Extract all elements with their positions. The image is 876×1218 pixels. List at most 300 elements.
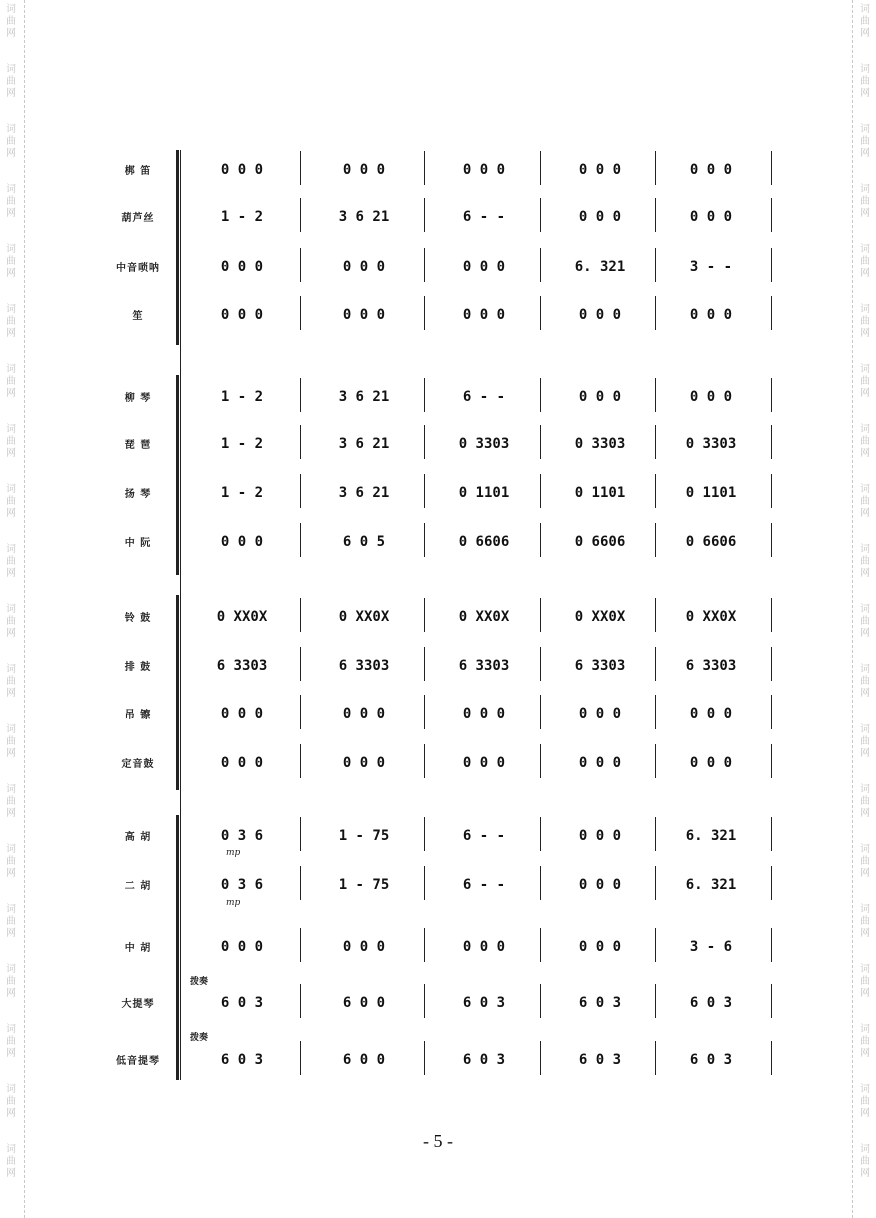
watermark-char: 词 (6, 364, 16, 375)
staff-row (0, 602, 876, 632)
watermark-char: 曲 (6, 1096, 16, 1107)
barline (540, 151, 541, 185)
measure-notes: 0 0 0 (342, 755, 386, 771)
measure (186, 431, 298, 457)
instrument-label: 中音唢呐 (116, 263, 160, 274)
barline (300, 598, 301, 632)
measure (186, 990, 298, 1016)
measure (430, 529, 538, 555)
watermark-char: 曲 (860, 376, 870, 387)
watermark-char: 词 (6, 4, 16, 15)
watermark-char: 网 (860, 1168, 870, 1179)
barline (540, 928, 541, 962)
measure (430, 480, 538, 506)
instrument-label: 定音鼓 (121, 759, 155, 770)
watermark-char: 曲 (860, 916, 870, 927)
watermark-char: 词 (860, 124, 870, 135)
measure-notes: 0 XX0X (338, 609, 390, 625)
watermark-char: 曲 (6, 616, 16, 627)
measure-notes: 0 0 0 (689, 162, 733, 178)
barline (540, 817, 541, 851)
measure-notes: 6 - - (462, 877, 506, 893)
watermark-char: 词 (860, 184, 870, 195)
dynamic-marking: mp (226, 898, 241, 908)
measure (661, 529, 761, 555)
instrument-label: 吊 镲 (124, 710, 152, 721)
watermark-left (4, 784, 18, 820)
measure-notes: 0 0 0 (462, 706, 506, 722)
barline (540, 744, 541, 778)
watermark-char: 网 (860, 988, 870, 999)
watermark-char: 词 (6, 604, 16, 615)
measure (186, 1047, 298, 1073)
watermark-char: 曲 (6, 16, 16, 27)
watermark-char: 网 (6, 28, 16, 39)
measure (661, 1047, 761, 1073)
measure (546, 384, 654, 410)
measure (186, 302, 298, 328)
watermark-char: 网 (860, 88, 870, 99)
measure-notes: 6 - - (462, 828, 506, 844)
watermark-char: 词 (6, 484, 16, 495)
watermark-char: 曲 (6, 316, 16, 327)
measure (661, 302, 761, 328)
measure (661, 872, 761, 898)
barline (424, 523, 425, 557)
watermark-char: 网 (6, 1108, 16, 1119)
measure (186, 701, 298, 727)
watermark-char: 曲 (6, 796, 16, 807)
watermark-char: 网 (6, 88, 16, 99)
watermark-char: 词 (860, 1084, 870, 1095)
measure-notes: 3 6 21 (338, 209, 390, 225)
measure (661, 990, 761, 1016)
watermark-left (4, 1084, 18, 1120)
measure (306, 204, 422, 230)
watermark-char: 曲 (860, 436, 870, 447)
watermark-char: 词 (860, 724, 870, 735)
watermark-char: 词 (6, 244, 16, 255)
barline (540, 695, 541, 729)
measure-notes: 6 0 3 (462, 995, 506, 1011)
measure (546, 480, 654, 506)
measure (430, 431, 538, 457)
watermark-char: 词 (6, 664, 16, 675)
dynamic-marking: mp (226, 848, 241, 858)
barline (655, 425, 656, 459)
barline (300, 928, 301, 962)
measure (430, 384, 538, 410)
watermark-char: 网 (6, 988, 16, 999)
measure-notes: 0 6606 (574, 534, 626, 550)
watermark-char: 词 (860, 964, 870, 975)
measure-notes: 0 0 0 (220, 162, 264, 178)
watermark-char: 网 (860, 388, 870, 399)
barline (300, 1041, 301, 1075)
instrument-label: 扬 琴 (124, 489, 152, 500)
measure (186, 254, 298, 280)
watermark-char: 网 (860, 688, 870, 699)
barline (540, 647, 541, 681)
watermark-char: 网 (6, 208, 16, 219)
watermark-char: 曲 (860, 976, 870, 987)
barline-end (771, 866, 772, 900)
watermark-char: 曲 (6, 496, 16, 507)
measure (430, 254, 538, 280)
measure-notes: 0 XX0X (574, 609, 626, 625)
measure-notes: 0 0 0 (220, 259, 264, 275)
measure-notes: 0 0 0 (220, 755, 264, 771)
staff-row (0, 527, 876, 557)
barline-end (771, 523, 772, 557)
measure (430, 653, 538, 679)
barline (424, 866, 425, 900)
measure-notes: 0 0 0 (689, 389, 733, 405)
watermark-char: 曲 (860, 496, 870, 507)
barline (300, 647, 301, 681)
measure (306, 384, 422, 410)
barline (424, 1041, 425, 1075)
measure-notes: 0 0 0 (342, 706, 386, 722)
measure (430, 823, 538, 849)
measure (430, 604, 538, 630)
measure (546, 1047, 654, 1073)
watermark-char: 网 (6, 328, 16, 339)
instrument-label: 低音提琴 (116, 1056, 160, 1067)
measure (430, 750, 538, 776)
staff-row (0, 1045, 876, 1075)
barline (300, 474, 301, 508)
barline (655, 198, 656, 232)
watermark-char: 词 (860, 604, 870, 615)
watermark-char: 词 (860, 1024, 870, 1035)
measure-notes: 1 - 2 (220, 436, 264, 452)
measure-notes: 0 0 0 (462, 307, 506, 323)
measure-notes: 3 - - (689, 259, 733, 275)
measure-notes: 6 0 0 (342, 995, 386, 1011)
watermark-char: 词 (860, 484, 870, 495)
watermark-char: 曲 (6, 1036, 16, 1047)
measure-notes: 1 - 2 (220, 209, 264, 225)
barline (424, 984, 425, 1018)
measure-notes: 1 - 75 (338, 877, 390, 893)
watermark-char: 曲 (860, 616, 870, 627)
watermark-char: 曲 (860, 556, 870, 567)
measure (430, 204, 538, 230)
barline (424, 598, 425, 632)
watermark-char: 曲 (860, 16, 870, 27)
measure (306, 1047, 422, 1073)
barline (540, 296, 541, 330)
measure (546, 653, 654, 679)
barline-end (771, 695, 772, 729)
watermark-char: 词 (860, 544, 870, 555)
staff-row (0, 155, 876, 185)
barline (540, 248, 541, 282)
measure (186, 384, 298, 410)
watermark-char: 词 (860, 844, 870, 855)
measure-notes: 0 0 0 (342, 307, 386, 323)
barline (424, 425, 425, 459)
watermark-char: 网 (860, 508, 870, 519)
watermark-char: 曲 (860, 796, 870, 807)
measure-notes: 0 1101 (458, 485, 510, 501)
measure-notes: 3 6 21 (338, 485, 390, 501)
watermark-char: 网 (860, 868, 870, 879)
barline (300, 866, 301, 900)
watermark-char: 网 (6, 508, 16, 519)
measure (546, 934, 654, 960)
measure (186, 750, 298, 776)
measure (546, 302, 654, 328)
measure-notes: 0 0 0 (689, 209, 733, 225)
watermark-char: 网 (860, 208, 870, 219)
watermark-char: 曲 (6, 376, 16, 387)
instrument-label: 中 胡 (124, 943, 152, 954)
watermark-char: 网 (6, 1168, 16, 1179)
barline (655, 984, 656, 1018)
measure-notes: 0 0 0 (462, 259, 506, 275)
barline (424, 928, 425, 962)
measure (661, 750, 761, 776)
watermark-char: 曲 (6, 436, 16, 447)
measure-notes: 6 0 3 (220, 1052, 264, 1068)
watermark-char: 词 (6, 784, 16, 795)
watermark-char: 网 (6, 928, 16, 939)
technique-label: 拨奏 (190, 1033, 209, 1043)
watermark-char: 网 (6, 268, 16, 279)
measure-notes: 6 0 3 (689, 1052, 733, 1068)
measure (306, 701, 422, 727)
watermark-char: 词 (860, 784, 870, 795)
barline-end (771, 1041, 772, 1075)
measure-notes: 0 0 0 (220, 307, 264, 323)
measure-notes: 6 3303 (458, 658, 510, 674)
measure (306, 480, 422, 506)
staff-row (0, 252, 876, 282)
barline (655, 151, 656, 185)
watermark-char: 词 (6, 964, 16, 975)
watermark-char: 网 (6, 148, 16, 159)
measure (306, 157, 422, 183)
measure-notes: 0 6606 (458, 534, 510, 550)
barline (300, 744, 301, 778)
measure-notes: 0 3 6 (220, 828, 264, 844)
measure (430, 990, 538, 1016)
measure-notes: 0 0 0 (462, 755, 506, 771)
measure-notes: 6 0 5 (342, 534, 386, 550)
measure-notes: 0 1101 (574, 485, 626, 501)
watermark-right (858, 4, 872, 40)
watermark-char: 网 (6, 628, 16, 639)
measure-notes: 0 1101 (685, 485, 737, 501)
barline (424, 248, 425, 282)
measure (546, 529, 654, 555)
measure (306, 872, 422, 898)
staff-row (0, 382, 876, 412)
measure (306, 302, 422, 328)
barline (424, 647, 425, 681)
measure-notes: 3 6 21 (338, 436, 390, 452)
measure-notes: 0 XX0X (216, 609, 268, 625)
measure-notes: 0 0 0 (462, 939, 506, 955)
barline (300, 817, 301, 851)
watermark-right (858, 1084, 872, 1120)
measure-notes: 0 0 0 (342, 162, 386, 178)
watermark-char: 曲 (6, 676, 16, 687)
measure (306, 431, 422, 457)
barline-end (771, 984, 772, 1018)
measure (661, 653, 761, 679)
measure-notes: 6 0 3 (220, 995, 264, 1011)
watermark-char: 词 (860, 4, 870, 15)
measure (306, 750, 422, 776)
barline-end (771, 248, 772, 282)
measure-notes: 3 6 21 (338, 389, 390, 405)
barline (424, 198, 425, 232)
barline (424, 296, 425, 330)
measure-notes: 6 - - (462, 389, 506, 405)
watermark-left (4, 4, 18, 40)
barline (540, 1041, 541, 1075)
measure (430, 157, 538, 183)
measure (430, 302, 538, 328)
watermark-char: 曲 (6, 196, 16, 207)
measure-notes: 0 6606 (685, 534, 737, 550)
watermark-char: 曲 (6, 556, 16, 567)
barline (424, 378, 425, 412)
staff-row (0, 202, 876, 232)
barline (300, 248, 301, 282)
watermark-char: 曲 (6, 856, 16, 867)
measure (186, 934, 298, 960)
measure (306, 604, 422, 630)
barline (655, 523, 656, 557)
barline-end (771, 378, 772, 412)
watermark-char: 曲 (860, 856, 870, 867)
watermark-char: 词 (860, 304, 870, 315)
measure-notes: 0 0 0 (578, 939, 622, 955)
instrument-label: 二 胡 (124, 881, 152, 892)
barline (300, 151, 301, 185)
measure (546, 604, 654, 630)
measure (546, 872, 654, 898)
measure (661, 204, 761, 230)
watermark-char: 词 (6, 424, 16, 435)
watermark-char: 网 (860, 748, 870, 759)
measure (546, 157, 654, 183)
measure-notes: 1 - 2 (220, 485, 264, 501)
watermark-char: 曲 (6, 976, 16, 987)
measure-notes: 6 0 0 (342, 1052, 386, 1068)
watermark-char: 曲 (860, 196, 870, 207)
measure-notes: 3 - 6 (689, 939, 733, 955)
barline-end (771, 425, 772, 459)
watermark-char: 词 (6, 64, 16, 75)
watermark-char: 网 (860, 28, 870, 39)
watermark-char: 网 (860, 1108, 870, 1119)
barline (540, 984, 541, 1018)
watermark-char: 网 (6, 748, 16, 759)
barline (655, 296, 656, 330)
measure-notes: 0 0 0 (220, 706, 264, 722)
instrument-label: 琵 琶 (124, 440, 152, 451)
instrument-label: 梆 笛 (124, 166, 152, 177)
measure (430, 1047, 538, 1073)
barline-end (771, 474, 772, 508)
measure (186, 529, 298, 555)
staff-row (0, 870, 876, 900)
watermark-right (858, 784, 872, 820)
measure-notes: 0 0 0 (220, 939, 264, 955)
barline-end (771, 198, 772, 232)
measure-notes: 0 0 0 (689, 307, 733, 323)
barline (424, 744, 425, 778)
watermark-char: 网 (6, 568, 16, 579)
barline-end (771, 296, 772, 330)
staff-row (0, 429, 876, 459)
barline (655, 744, 656, 778)
barline (300, 425, 301, 459)
measure-notes: 0 0 0 (578, 706, 622, 722)
watermark-char: 词 (860, 1144, 870, 1155)
measure-notes: 0 0 0 (578, 877, 622, 893)
watermark-char: 曲 (860, 1036, 870, 1047)
measure (661, 934, 761, 960)
measure-notes: 0 XX0X (685, 609, 737, 625)
barline (540, 474, 541, 508)
measure (661, 431, 761, 457)
watermark-char: 词 (6, 844, 16, 855)
barline (424, 817, 425, 851)
measure-notes: 6 3303 (685, 658, 737, 674)
barline (655, 695, 656, 729)
measure (186, 157, 298, 183)
watermark-char: 网 (6, 868, 16, 879)
barline (540, 378, 541, 412)
measure-notes: 0 0 0 (578, 755, 622, 771)
staff-row (0, 748, 876, 778)
watermark-char: 词 (6, 1084, 16, 1095)
watermark-char: 网 (860, 808, 870, 819)
staff-row (0, 300, 876, 330)
measure (661, 604, 761, 630)
measure (546, 990, 654, 1016)
measure-notes: 6. 321 (685, 828, 737, 844)
watermark-char: 词 (6, 304, 16, 315)
measure (430, 934, 538, 960)
barline (655, 866, 656, 900)
measure-notes: 0 0 0 (578, 389, 622, 405)
system-line (180, 150, 184, 1080)
barline-end (771, 817, 772, 851)
measure-notes: 0 0 0 (578, 828, 622, 844)
watermark-char: 词 (860, 64, 870, 75)
watermark-char: 词 (6, 544, 16, 555)
barline-end (771, 598, 772, 632)
watermark-char: 网 (6, 448, 16, 459)
measure-notes: 0 0 0 (689, 706, 733, 722)
technique-label: 拨奏 (190, 977, 209, 987)
watermark-char: 网 (6, 688, 16, 699)
measure-notes: 0 0 0 (220, 534, 264, 550)
measure (546, 823, 654, 849)
barline (655, 248, 656, 282)
barline (540, 866, 541, 900)
watermark-char: 网 (860, 568, 870, 579)
barline (655, 928, 656, 962)
watermark-char: 曲 (6, 1156, 16, 1167)
